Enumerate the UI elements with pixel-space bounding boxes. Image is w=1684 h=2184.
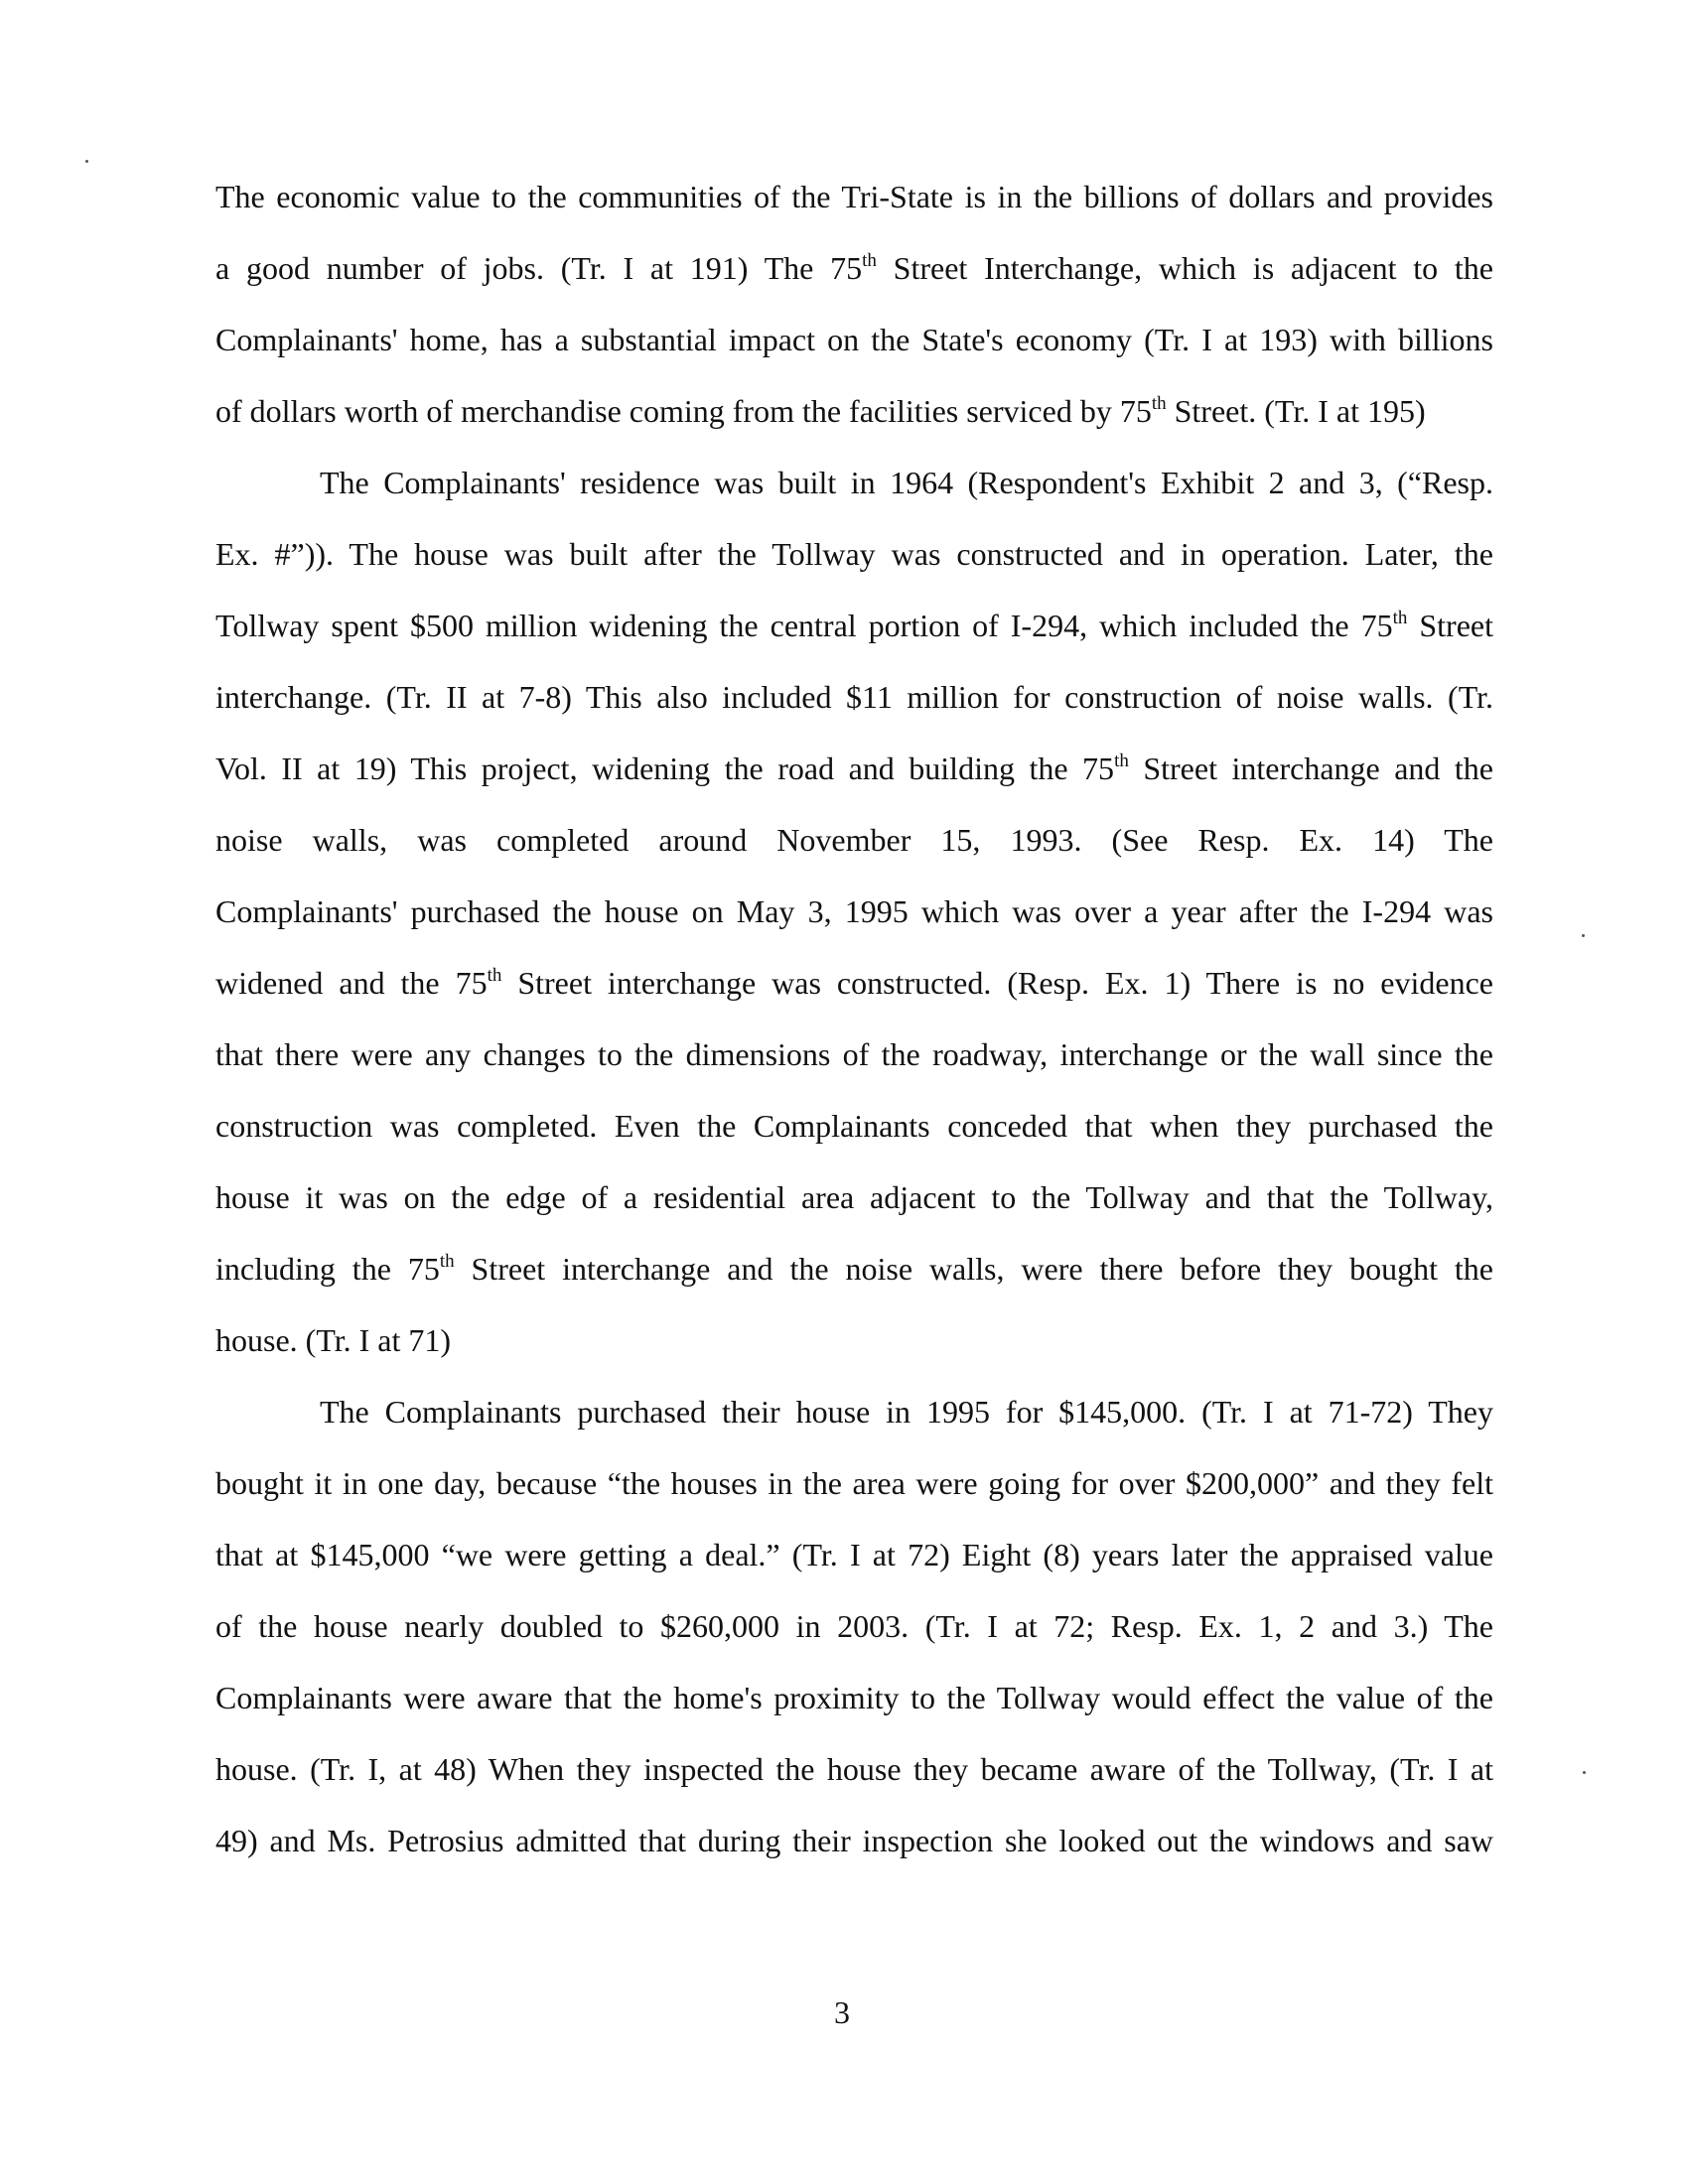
text-line: Ex. #”)). The house was built after the Tollway was constructed and in operation. Later, the [215,536,1493,572]
text-line: house. (Tr. I, at 48) When they inspected the house they became aware of the Tollway, (Tr. I at [215,1751,1493,1787]
text-line: a good number of jobs. (Tr. I at 191) The 75th Street Interchange, which is adjacent to the [215,250,1494,286]
text-line: Tollway spent $500 million widening the central portion of I-294, which included the 75th Street [215,608,1494,643]
text-line: Complainants' home, has a substantial impact on the State's economy (Tr. I at 193) with billions [215,322,1493,357]
text-line: noise walls, was completed around November 15, 1993. (See Resp. Ex. 14) The [215,822,1493,858]
text-line: The economic value to the communities of the Tri-State is in the billions of dollars and provides [215,179,1493,214]
text-line: bought it in one day, because “the houses in the area were going for over $200,000” and they felt [215,1465,1493,1501]
text-line: The Complainants purchased their house in 1995 for $145,000. (Tr. I at 71-72) They [320,1394,1493,1430]
scan-speck [1582,934,1585,937]
text-line: interchange. (Tr. II at 7-8) This also included $11 million for construction of noise walls. (Tr. [215,679,1493,715]
text-line: that at $145,000 “we were getting a deal.” (Tr. I at 72) Eight (8) years later the appraised value [215,1537,1493,1572]
text-line: widened and the 75th Street interchange was constructed. (Resp. Ex. 1) There is no evidence [215,965,1494,1001]
scan-speck [85,160,88,163]
text-line: The Complainants' residence was built in 1964 (Respondent's Exhibit 2 and 3, (“Resp. [320,465,1493,500]
text-line: construction was completed. Even the Complainants conceded that when they purchased the [215,1108,1493,1144]
page-number: 3 [834,1994,850,2030]
text-line: Vol. II at 19) This project, widening the road and building the 75th Street interchange and the [215,751,1494,786]
text-line: that there were any changes to the dimensions of the roadway, interchange or the wall since the [215,1036,1493,1072]
text-line: Complainants' purchased the house on May 3, 1995 which was over a year after the I-294 was [215,893,1493,929]
text-line: house. (Tr. I at 71) [215,1322,452,1358]
text-line: 49) and Ms. Petrosius admitted that during their inspection she looked out the windows and saw [215,1823,1493,1858]
text-line: house it was on the edge of a residential area adjacent to the Tollway and that the Tollway, [215,1179,1493,1215]
text-line: of the house nearly doubled to $260,000 in 2003. (Tr. I at 72; Resp. Ex. 1, 2 and 3.) The [215,1608,1493,1644]
text-line: Complainants were aware that the home's proximity to the Tollway would effect the value of the [215,1680,1493,1715]
text-line: including the 75th Street interchange and the noise walls, were there before they bought the [215,1251,1494,1287]
text-line: of dollars worth of merchandise coming from the facilities serviced by 75th Street. (Tr. I at 195) [215,393,1426,429]
scan-speck [1583,1771,1586,1774]
